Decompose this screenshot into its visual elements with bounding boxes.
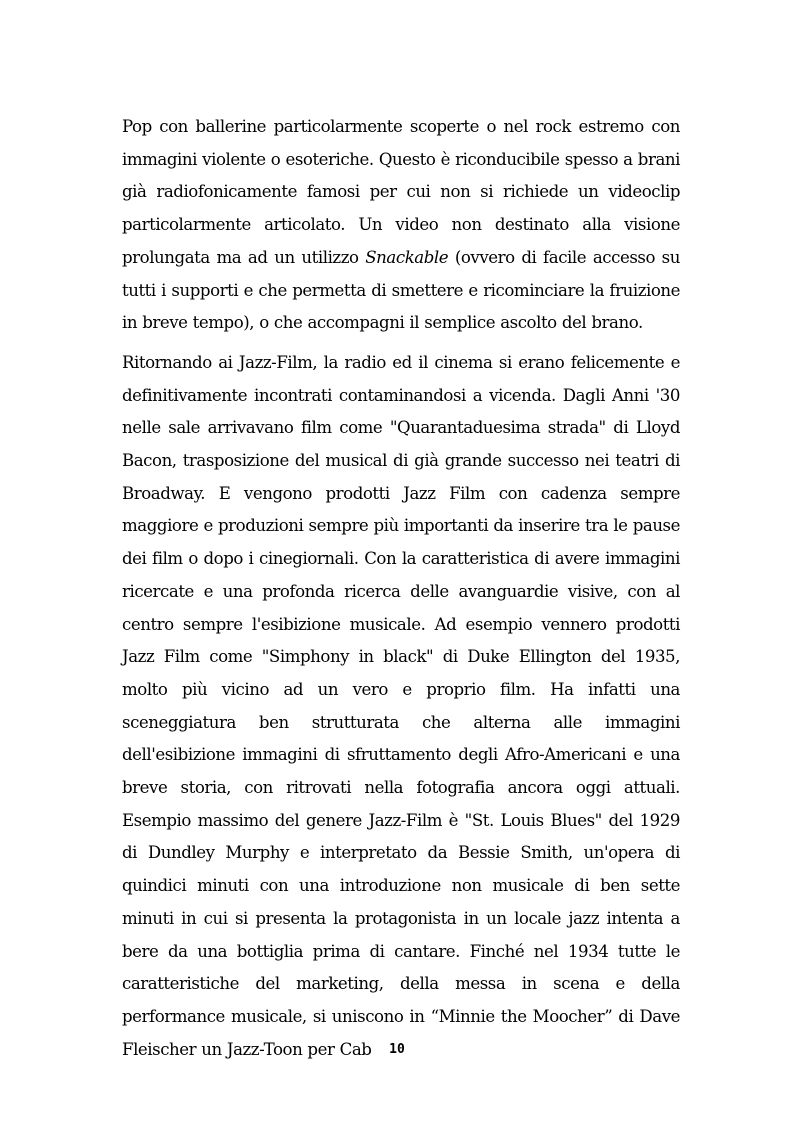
paragraph-1 <box>122 111 680 340</box>
paragraph-1-text-start: Pop con ballerine particolarmente scoperte o nel rock estremo con immagini violente o esoteriche. Questo è riconducibile spesso a brani già radiofonicamente famosi per cui non si richiede un videoclip particolarmente articolato. Un video non destinato alla visione prolungata ma ad un utilizzo <box>122 117 680 267</box>
paragraph-2: Ritornando ai Jazz-Film, la radio ed il cinema si erano felicemente e definitivamente incontrati contaminandosi a vicenda. Dagli Anni '30 nelle sale arrivavano film come "Quarantaduesima strada" di Lloyd Bacon, trasposizione del musical di già grande successo nei teatri di Broadway. E vengono prodotti Jazz Film con cadenza sempre maggiore e produzioni sempre più importanti da inserire tra le pause dei film o dopo i cinegiornali. Con la caratteristica di avere immagini ricercate e una profonda ricerca delle avanguardie visive, con al centro sempre l'esibizione musicale. Ad esempio vennero prodotti Jazz Film come "Simphony in black" di Duke Ellington del 1935, molto più vicino ad un vero e proprio film. Ha infatti una sceneggiatura ben strutturata che alterna alle immagini dell'esibizione immagini di sfruttamento degli Afro-Americani e una breve storia, con ritrovati nella fotografia ancora oggi attuali. Esempio massimo del genere Jazz-Film è "St. Louis Blues" del 1929 di Dundley Murphy e interpretato da Bessie Smith, un'opera di quindici minuti con una introduzione non musicale di ben sette minuti in cui si presenta la protagonista in un locale jazz intenta a bere da una bottiglia prima di cantare. Finché nel 1934 tutte le caratteristiche del marketing, della messa in scena e della performance musicale, si uniscono in “Minnie the Moocher” di Dave Fleischer un Jazz-Toon per Cab <box>122 352 680 1059</box>
snackable-emphasis: Snackable <box>365 247 449 267</box>
page-number: 10 <box>389 1042 405 1057</box>
document-body <box>122 111 680 1073</box>
paragraph-1-text-end: (ovvero di facile accesso su tutti i supporti e che permetta di smettere e ricominciare la fruizione in breve tempo), o che accompagni il semplice ascolto del brano. <box>122 247 680 333</box>
